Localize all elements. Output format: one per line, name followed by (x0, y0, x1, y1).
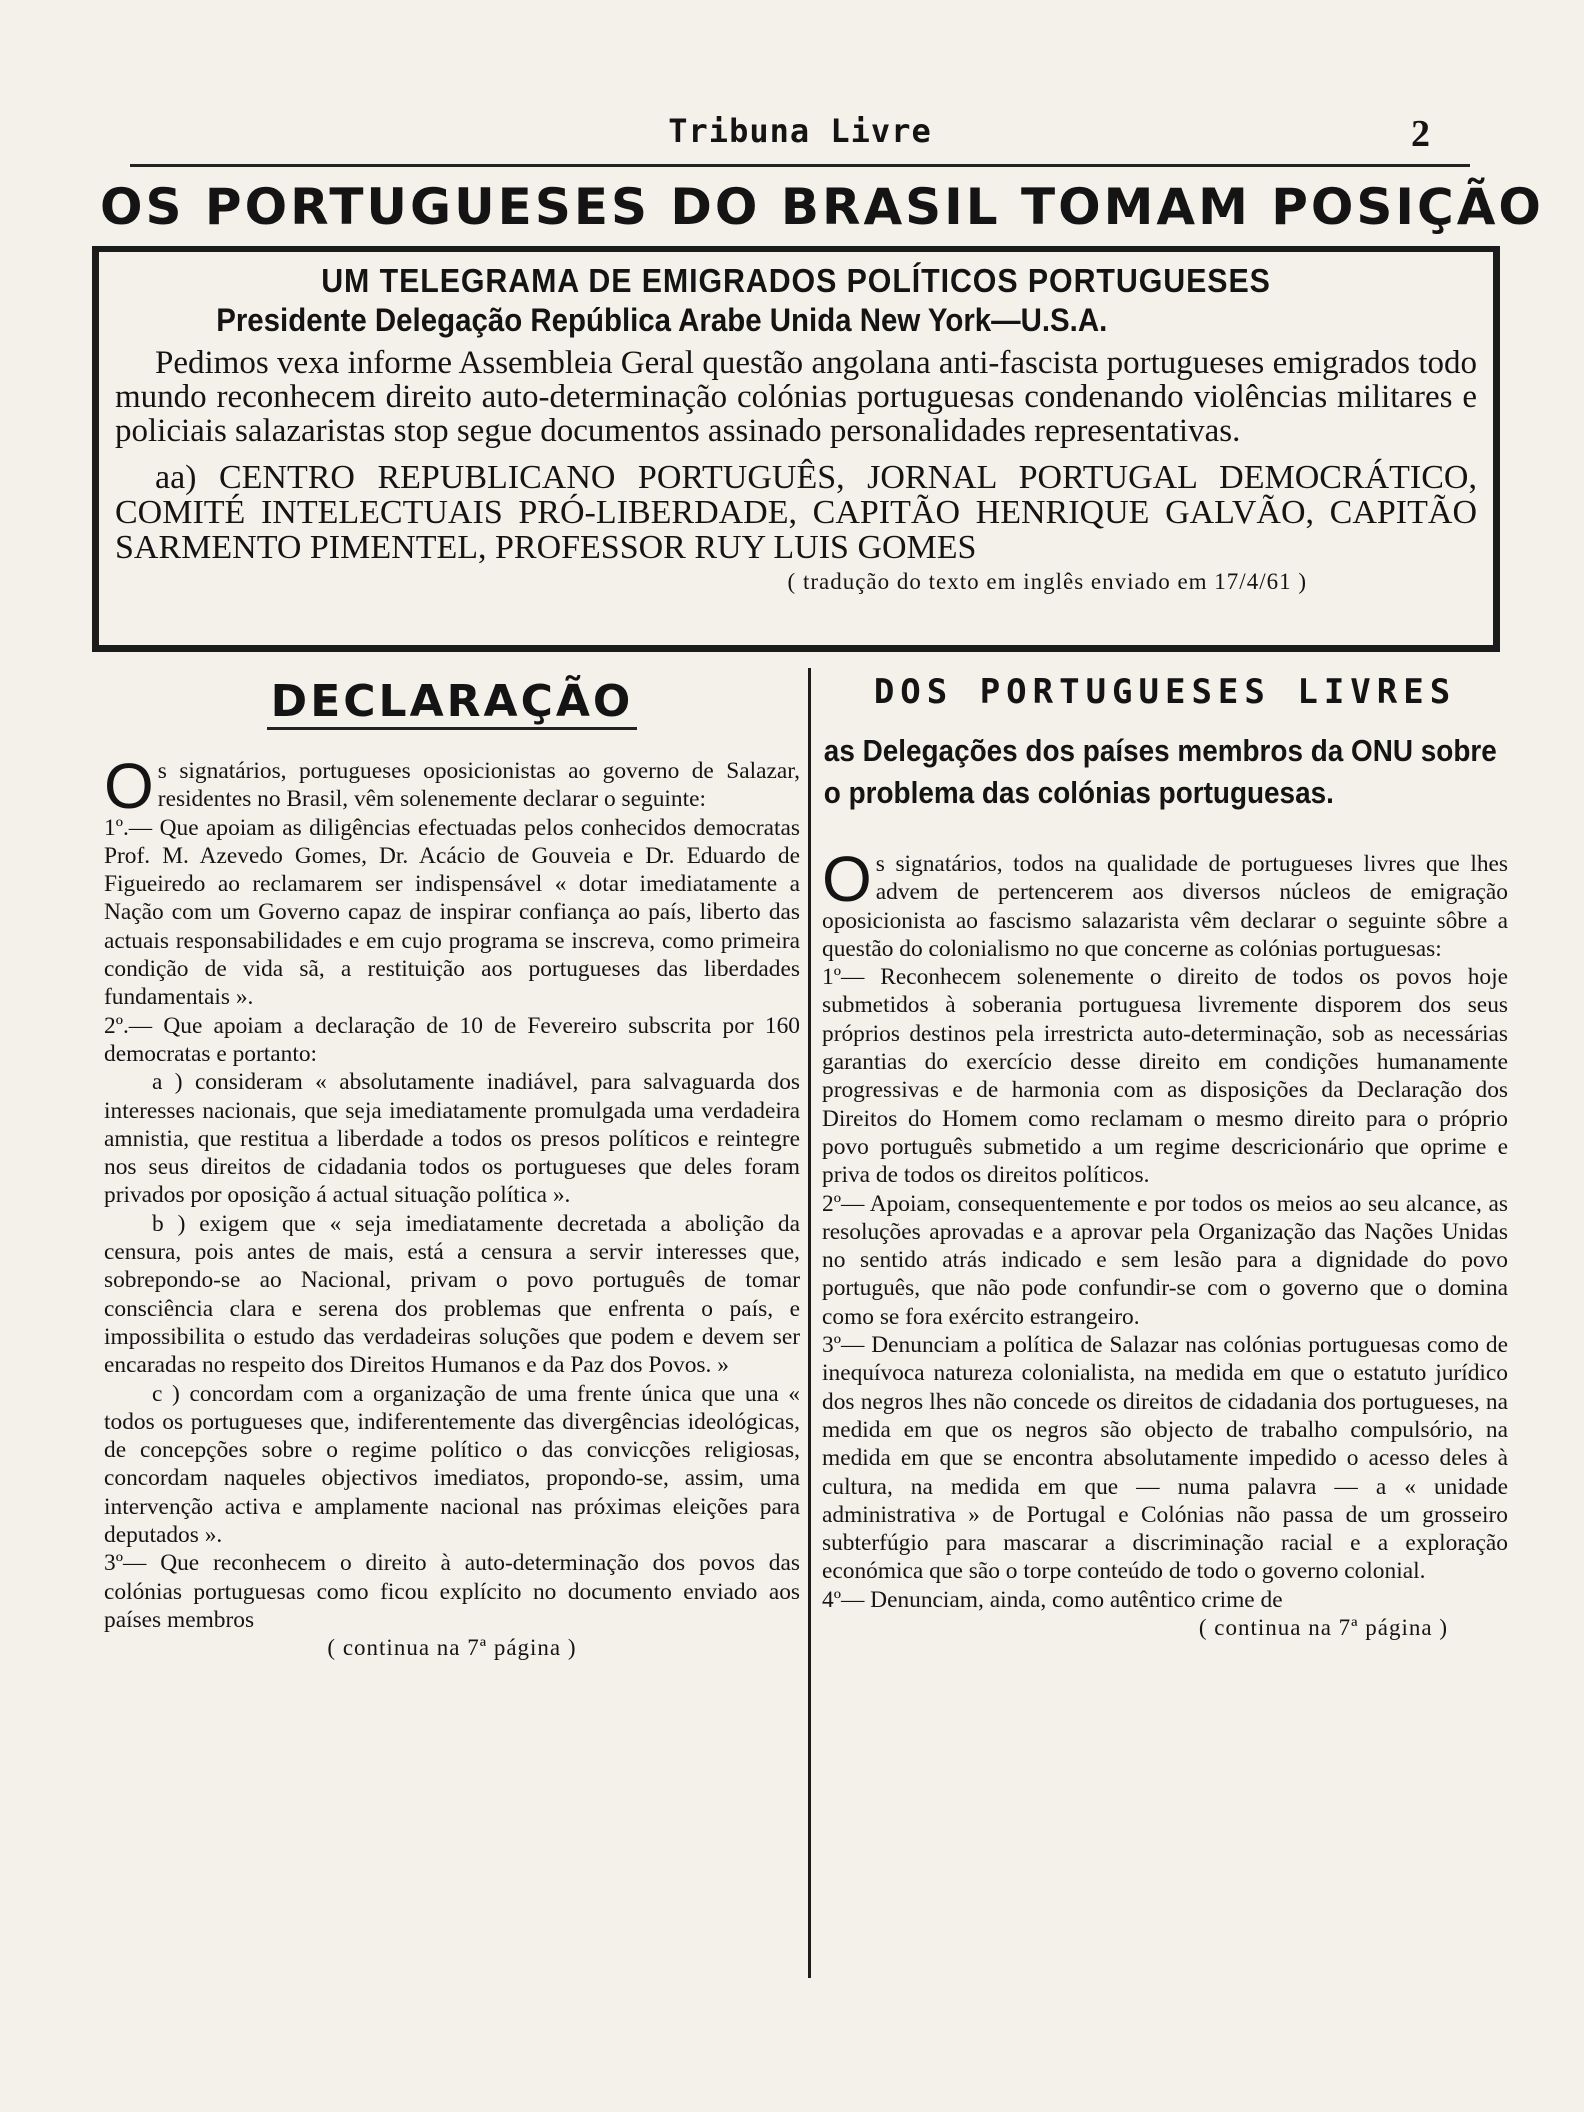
telegram-translation-note: ( tradução do texto em inglês enviado em 17/4/61 ) (787, 569, 1307, 594)
telegram-box (92, 246, 1500, 652)
right-intro-text: s signatários, todos na qualidade de portugueses livres que lhes advem de pertencerem aos diversos núcleos de emigração oposicionista ao fascismo salazarista vêm declarar o seguinte sôbre a questão do colonialismo no que concerne as colónias portuguesas: (822, 851, 1508, 962)
right-text (822, 843, 1508, 1642)
declaration-text (104, 750, 800, 1663)
right-subtitle: as Delegações dos países membros da ONU sobre o problema das colónias portuguesas. (823, 733, 1497, 810)
telegram-title: UM TELEGRAMA DE EMIGRADOS POLÍTICOS PORTUGUESES (321, 262, 1271, 299)
dropcap: O (822, 843, 872, 915)
declaration-point-2: 2º.— Que apoiam a declaração de 10 de Fevereiro subscrita por 160 democratas e portanto: (104, 1012, 800, 1067)
right-point-4: 4º— Denunciam, ainda, como autêntico crime de (822, 1586, 1283, 1613)
continuation-note: ( continua na 7ª página ) (327, 1635, 577, 1661)
telegram-signers: aa) CENTRO REPUBLICANO PORTUGUÊS, JORNAL PORTUGAL DEMOCRÁTICO, COMITÉ INTELECTUAIS PRÓ-LIBERDADE, CAPITÃO HENRIQUE GALVÃO, CAPITÃO SARMENTO PIMENTEL, PROFESSOR RUY LUIS GOMES (115, 459, 1477, 566)
declaration-title-text: DECLARAÇÃO (267, 676, 638, 730)
headline: OS PORTUGUESES DO BRASIL TOMAM POSIÇÃO (100, 178, 1544, 236)
continuation-note: ( continua na 7ª página ) (1198, 1615, 1448, 1641)
running-head (130, 112, 1470, 167)
telegram-addressee: Presidente Delegação República Arabe Unida New York—U.S.A. (216, 302, 1108, 338)
declaration-title (104, 676, 800, 727)
page-number: 2 (1411, 113, 1430, 155)
declaration-intro-text: s signatários, portugueses oposicionistas ao governo de Salazar, residentes no Brasil, vêm solenemente declarar o seguinte: (157, 758, 800, 813)
free-portuguese-column (822, 668, 1508, 1642)
running-title: Tribuna Livre (668, 112, 932, 150)
right-point-2: 2º— Apoiam, consequentemente e por todos os meios ao seu alcance, as resoluções aprovadas e a aprovar pela Organização das Nações Unidas no sentido atrás indicado e sem lesão para a dignidade do povo português, que não pode confundir-se com o governo que o domina como se fora exército estrangeiro. (822, 1190, 1508, 1330)
declaration-intro (104, 750, 800, 822)
declaration-column (104, 668, 800, 1663)
right-intro (822, 843, 1508, 963)
declaration-point-2a: a ) consideram « absolutamente inadiável, para salvaguarda dos interesses nacionais, que seja imediatamente promulgada uma verdadeira amnistia, que restitua a liberdade a todos os presos políticos e reintegre nos seus direitos de cidadania todos os portugueses que deles foram privados por oposição á actual situação política ». (104, 1069, 800, 1209)
right-title: DOS PORTUGUESES LIVRES (873, 672, 1457, 712)
dropcap: O (104, 750, 154, 822)
declaration-point-3: 3º— Que reconhecem o direito à auto-determinação dos povos das colónias portuguesas como ficou explícito no documento enviado aos países membros (104, 1550, 800, 1633)
declaration-point-2b: b ) exigem que « seja imediatamente decretada a abolição da censura, pois antes de mais, está a censura a servir interesses que, sobrepondo-se ao Nacional, privam o povo português de tomar consciência clara e serena dos problemas que enfrenta o país, e impossibilita o estudo das verdadeiras soluções que podem e devem ser encaradas no respeito dos Direitos Humanos e da Paz dos Povos. » (104, 1210, 800, 1379)
right-point-3: 3º— Denunciam a política de Salazar nas colónias portuguesas como de inequívoca natureza colonialista, na medida em que o estatuto jurídico dos negros lhes não concede os direitos de cidadania dos portugueses, na medida em que os negros são objecto de trabalho compulsório, na medida em que se encontra absolutamente impedido o acesso deles à cultura, na medida em que — numa palavra — a « unidade administrativa » de Portugal e Colónias não passa de um grosseiro subterfúgio para mascarar a discriminação racial e a exploração económica que são o torpe conteúdo de todo o governo colonial. (822, 1332, 1508, 1585)
declaration-point-1: 1º.— Que apoiam as diligências efectuadas pelos conhecidos democratas Prof. M. Azevedo Gomes, Dr. Acácio de Gouveia e Dr. Eduardo de Figueiredo ao reclamarem ser indispensável « dotar imediatamente a Nação com um Governo capaz de inspirar confiança ao país, liberto das actuais responsabilidades e em cujo programa se inscreva, como primeira condição de vida sã, a restituição aos portugueses das liberdades fundamentais ». (104, 814, 800, 1011)
column-divider (808, 668, 811, 1978)
telegram-body: Pedimos vexa informe Assembleia Geral questão angolana anti-fascista portugueses emigrados todo mundo reconhecem direito auto-determinação colónias portuguesas condenando violências militares e policiais salazaristas stop segue documentos assinado personalidades representativas. (115, 345, 1477, 449)
right-point-1: 1º— Reconhecem solenemente o direito de todos os povos hoje submetidos à soberania portuguesa livremente disporem dos seus próprios destinos pela irrestricta auto-determinação, sob as necessárias garantias do exercício desse direito em condições humanamente progressivas e de harmonia com as disposições da Declaração dos Direitos do Homem como reclamam o mesmo direito para o próprio povo português submetido a um regime descricionário que oprime e priva de todos os direitos políticos. (822, 964, 1508, 1189)
declaration-point-2c: c ) concordam com a organização de uma frente única que una « todos os portugueses que, indiferentemente das divergências ideológicas, de concepções sobre o regime político o das convicções religiosas, concordam naqueles objectivos imediatos, propondo-se, assim, uma intervenção activa e amplamente nacional nas próximas eleições para deputados ». (104, 1380, 800, 1549)
